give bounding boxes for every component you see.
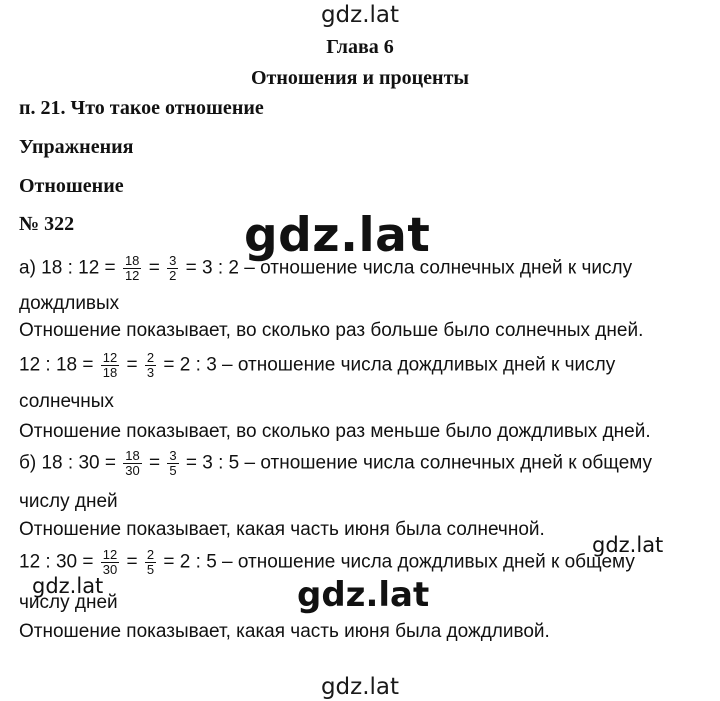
line-a2-note: Отношение показывает, во сколько раз меньше было дождливых дней. xyxy=(19,421,651,442)
line-a-continuation: дождливых xyxy=(19,293,120,314)
fraction-denominator: 5 xyxy=(169,463,177,478)
fraction-numerator: 2 xyxy=(146,547,155,562)
watermark-right: gdz.lat xyxy=(592,533,664,557)
topic-heading: Отношение xyxy=(19,175,124,197)
line-b-suffix: = 3 : 5 – отношение числа солнечных дней к общему xyxy=(185,452,653,474)
line-b-continuation: числу дней xyxy=(19,491,118,512)
line-a-suffix: = 3 : 2 – отношение числа солнечных дней к числу xyxy=(185,257,633,279)
fraction-denominator: 12 xyxy=(124,268,140,283)
fraction-denominator: 2 xyxy=(169,268,177,283)
line-b2-prefix: 12 : 30 = xyxy=(19,551,94,573)
equals-sign: = xyxy=(149,452,161,474)
chapter-title: Отношения и проценты xyxy=(250,67,470,89)
line-a xyxy=(19,254,632,283)
section-title: п. 21. Что такое отношение xyxy=(19,97,264,119)
fraction-denominator: 5 xyxy=(146,562,155,577)
fraction-numerator: 12 xyxy=(102,350,118,365)
fraction xyxy=(145,351,156,380)
watermark-mid: gdz.lat xyxy=(294,575,432,615)
equals-sign: = xyxy=(126,354,138,376)
line-b-note: Отношение показывает, какая часть июня была солнечной. xyxy=(19,519,545,540)
line-b-prefix: б) 18 : 30 = xyxy=(19,452,116,474)
line-a-prefix: а) 18 : 12 = xyxy=(19,257,116,279)
line-b2-continuation: числу дней xyxy=(19,592,118,613)
fraction xyxy=(123,254,141,283)
line-b2 xyxy=(19,548,635,577)
fraction-denominator: 18 xyxy=(102,365,118,380)
chapter-heading: Глава 6 xyxy=(326,36,394,58)
fraction-numerator: 18 xyxy=(125,448,140,463)
line-b xyxy=(19,449,652,478)
fraction-numerator: 2 xyxy=(146,350,155,365)
fraction-numerator: 12 xyxy=(102,547,118,562)
fraction xyxy=(145,548,156,577)
line-a2-suffix: = 2 : 3 – отношение числа дождливых дней к числу xyxy=(163,354,616,376)
line-a2-continuation: солнечных xyxy=(19,391,114,412)
watermark-top: gdz.lat xyxy=(320,2,400,28)
line-b2-note: Отношение показывает, какая часть июня была дождливой. xyxy=(19,621,550,642)
watermark-left-small: gdz.lat xyxy=(32,574,104,598)
fraction xyxy=(101,351,119,380)
exercises-heading: Упражнения xyxy=(19,136,134,158)
fraction xyxy=(123,449,141,478)
fraction xyxy=(101,548,119,577)
fraction-numerator: 3 xyxy=(169,253,177,268)
equals-sign: = xyxy=(126,551,138,573)
fraction-numerator: 18 xyxy=(124,253,140,268)
watermark-bottom: gdz.lat xyxy=(320,674,400,700)
watermark-large: gdz.lat xyxy=(244,208,431,263)
fraction xyxy=(167,254,178,283)
line-b2-suffix: = 2 : 5 – отношение числа дождливых дней к общему xyxy=(163,551,635,573)
line-a2 xyxy=(19,351,615,380)
fraction-denominator: 30 xyxy=(102,562,118,577)
fraction xyxy=(167,449,178,478)
line-a-note: Отношение показывает, во сколько раз больше было солнечных дней. xyxy=(19,320,644,341)
line-a2-prefix: 12 : 18 = xyxy=(19,354,94,376)
fraction-denominator: 3 xyxy=(146,365,155,380)
fraction-numerator: 3 xyxy=(169,448,177,463)
exercise-number: № 322 xyxy=(19,213,75,235)
equals-sign: = xyxy=(148,257,160,279)
fraction-denominator: 30 xyxy=(125,463,140,478)
